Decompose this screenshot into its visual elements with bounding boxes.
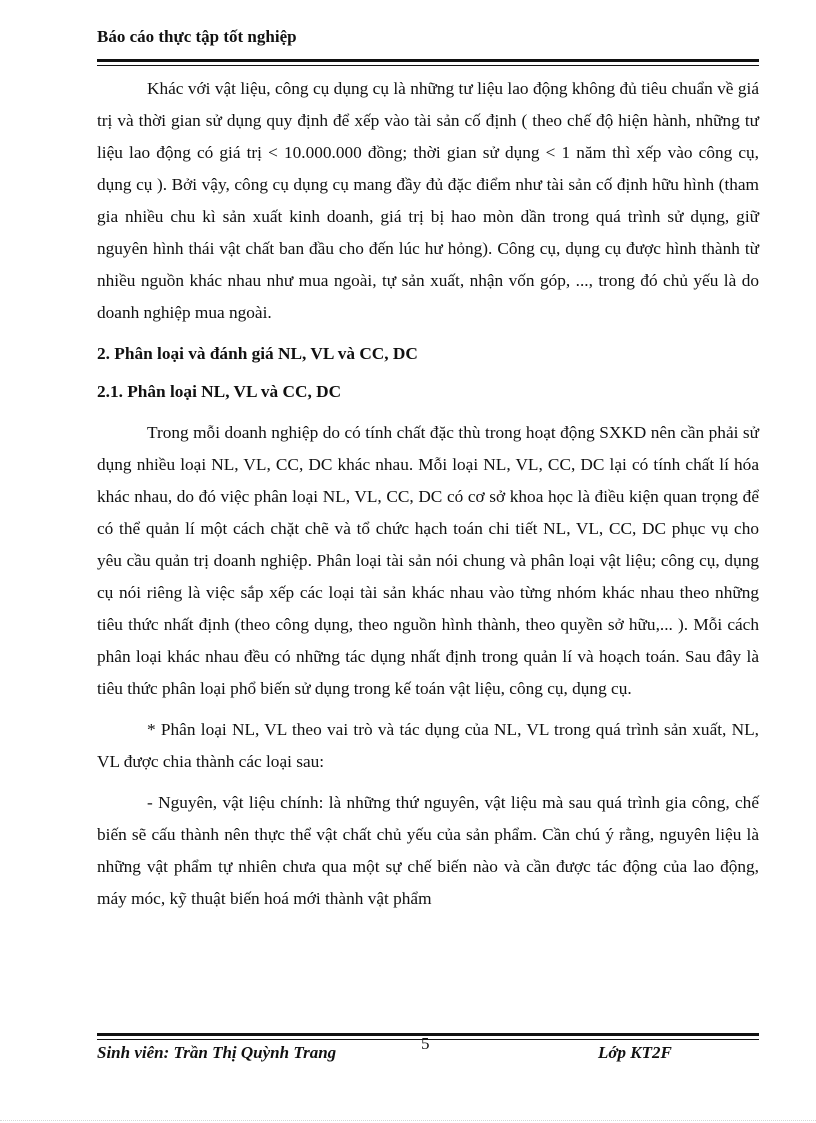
subsection-heading-2-1: 2.1. Phân loại NL, VL và CC, DC bbox=[97, 382, 342, 401]
page-bottom-edge bbox=[0, 1120, 816, 1121]
paragraph-tools-definition: Khác với vật liệu, công cụ dụng cụ là những tư liệu lao động không đủ tiêu chuẩn về giá trị và thời gian sử dụng quy định để xếp vào tài sản cố định ( theo chế độ hiện hành, những tư liệu lao động có giá trị < 10.000.000 đồng; thời gian sử dụng < 1 năm thì xếp vào công cụ, dụng cụ ). Bởi vậy, công cụ dụng cụ mang đầy đủ đặc điểm như tài sản cố định hữu hình (tham gia nhiều chu kì sản xuất kinh doanh, giá trị bị hao mòn dần trong quá trình sử dụng, giữ nguyên hình thái vật chất ban đầu cho đến lúc hư hỏng). Công cụ, dụng cụ được hình thành từ nhiều nguồn khác nhau như mua ngoài, tự sản xuất, nhận vốn góp, ..., trong đó chủ yếu là do doanh nghiệp mua ngoài. bbox=[97, 79, 759, 322]
paragraph-classification-by-role: * Phân loại NL, VL theo vai trò và tác dụng của NL, VL trong quá trình sản xuất, NL, VL được chia thành các loại sau: bbox=[97, 720, 759, 771]
header-divider bbox=[97, 59, 759, 66]
page-number: 5 bbox=[421, 1034, 430, 1053]
section-heading-2: 2. Phân loại và đánh giá NL, VL và CC, DC bbox=[97, 344, 418, 363]
paragraph-classification-intro: Trong mỗi doanh nghiệp do có tính chất đặc thù trong hoạt động SXKD nên cần phải sử dụng nhiều loại NL, VL, CC, DC khác nhau. Mỗi loại NL, VL, CC, DC lại có tính chất lí hóa khác nhau, do đó việc phân loại NL, VL, CC, DC có cơ sở khoa học là điều kiện quan trọng để có thể quản lí một cách chặt chẽ và tổ chức hạch toán chi tiết NL, VL, CC, DC phục vụ cho yêu cầu quản trị doanh nghiệp. Phân loại tài sản nói chung và phân loại vật liệu; công cụ, dụng cụ nói riêng là việc sắp xếp các loại tài sản khác nhau vào từng nhóm khác nhau theo những tiêu thức nhất định (theo công dụng, theo nguồn hình thành, theo quyền sở hữu,... ). Mỗi cách phân loại khác nhau đều có những tác dụng nhất định trong quản lí và hoạch toán. Sau đây là tiêu thức phân loại phổ biến sử dụng trong kế toán vật liệu, công cụ, dụng cụ. bbox=[97, 423, 759, 698]
paragraph-main-materials: - Nguyên, vật liệu chính: là những thứ nguyên, vật liệu mà sau quá trình gia công, chế biến sẽ cấu thành nên thực thể vật chất chủ yếu của sản phẩm. Cần chú ý rằng, nguyên liệu là những vật phẩm tự nhiên chưa qua một sự chế biến nào và cần được tác động của lao động, máy móc, kỹ thuật biến hoá mới thành vật phẩm bbox=[97, 793, 759, 908]
footer-student-name: Sinh viên: Trần Thị Quỳnh Trang bbox=[97, 1043, 337, 1062]
document-body bbox=[97, 73, 759, 915]
page-header-title: Báo cáo thực tập tốt nghiệp bbox=[97, 27, 297, 46]
footer-class: Lớp KT2F bbox=[598, 1043, 672, 1062]
